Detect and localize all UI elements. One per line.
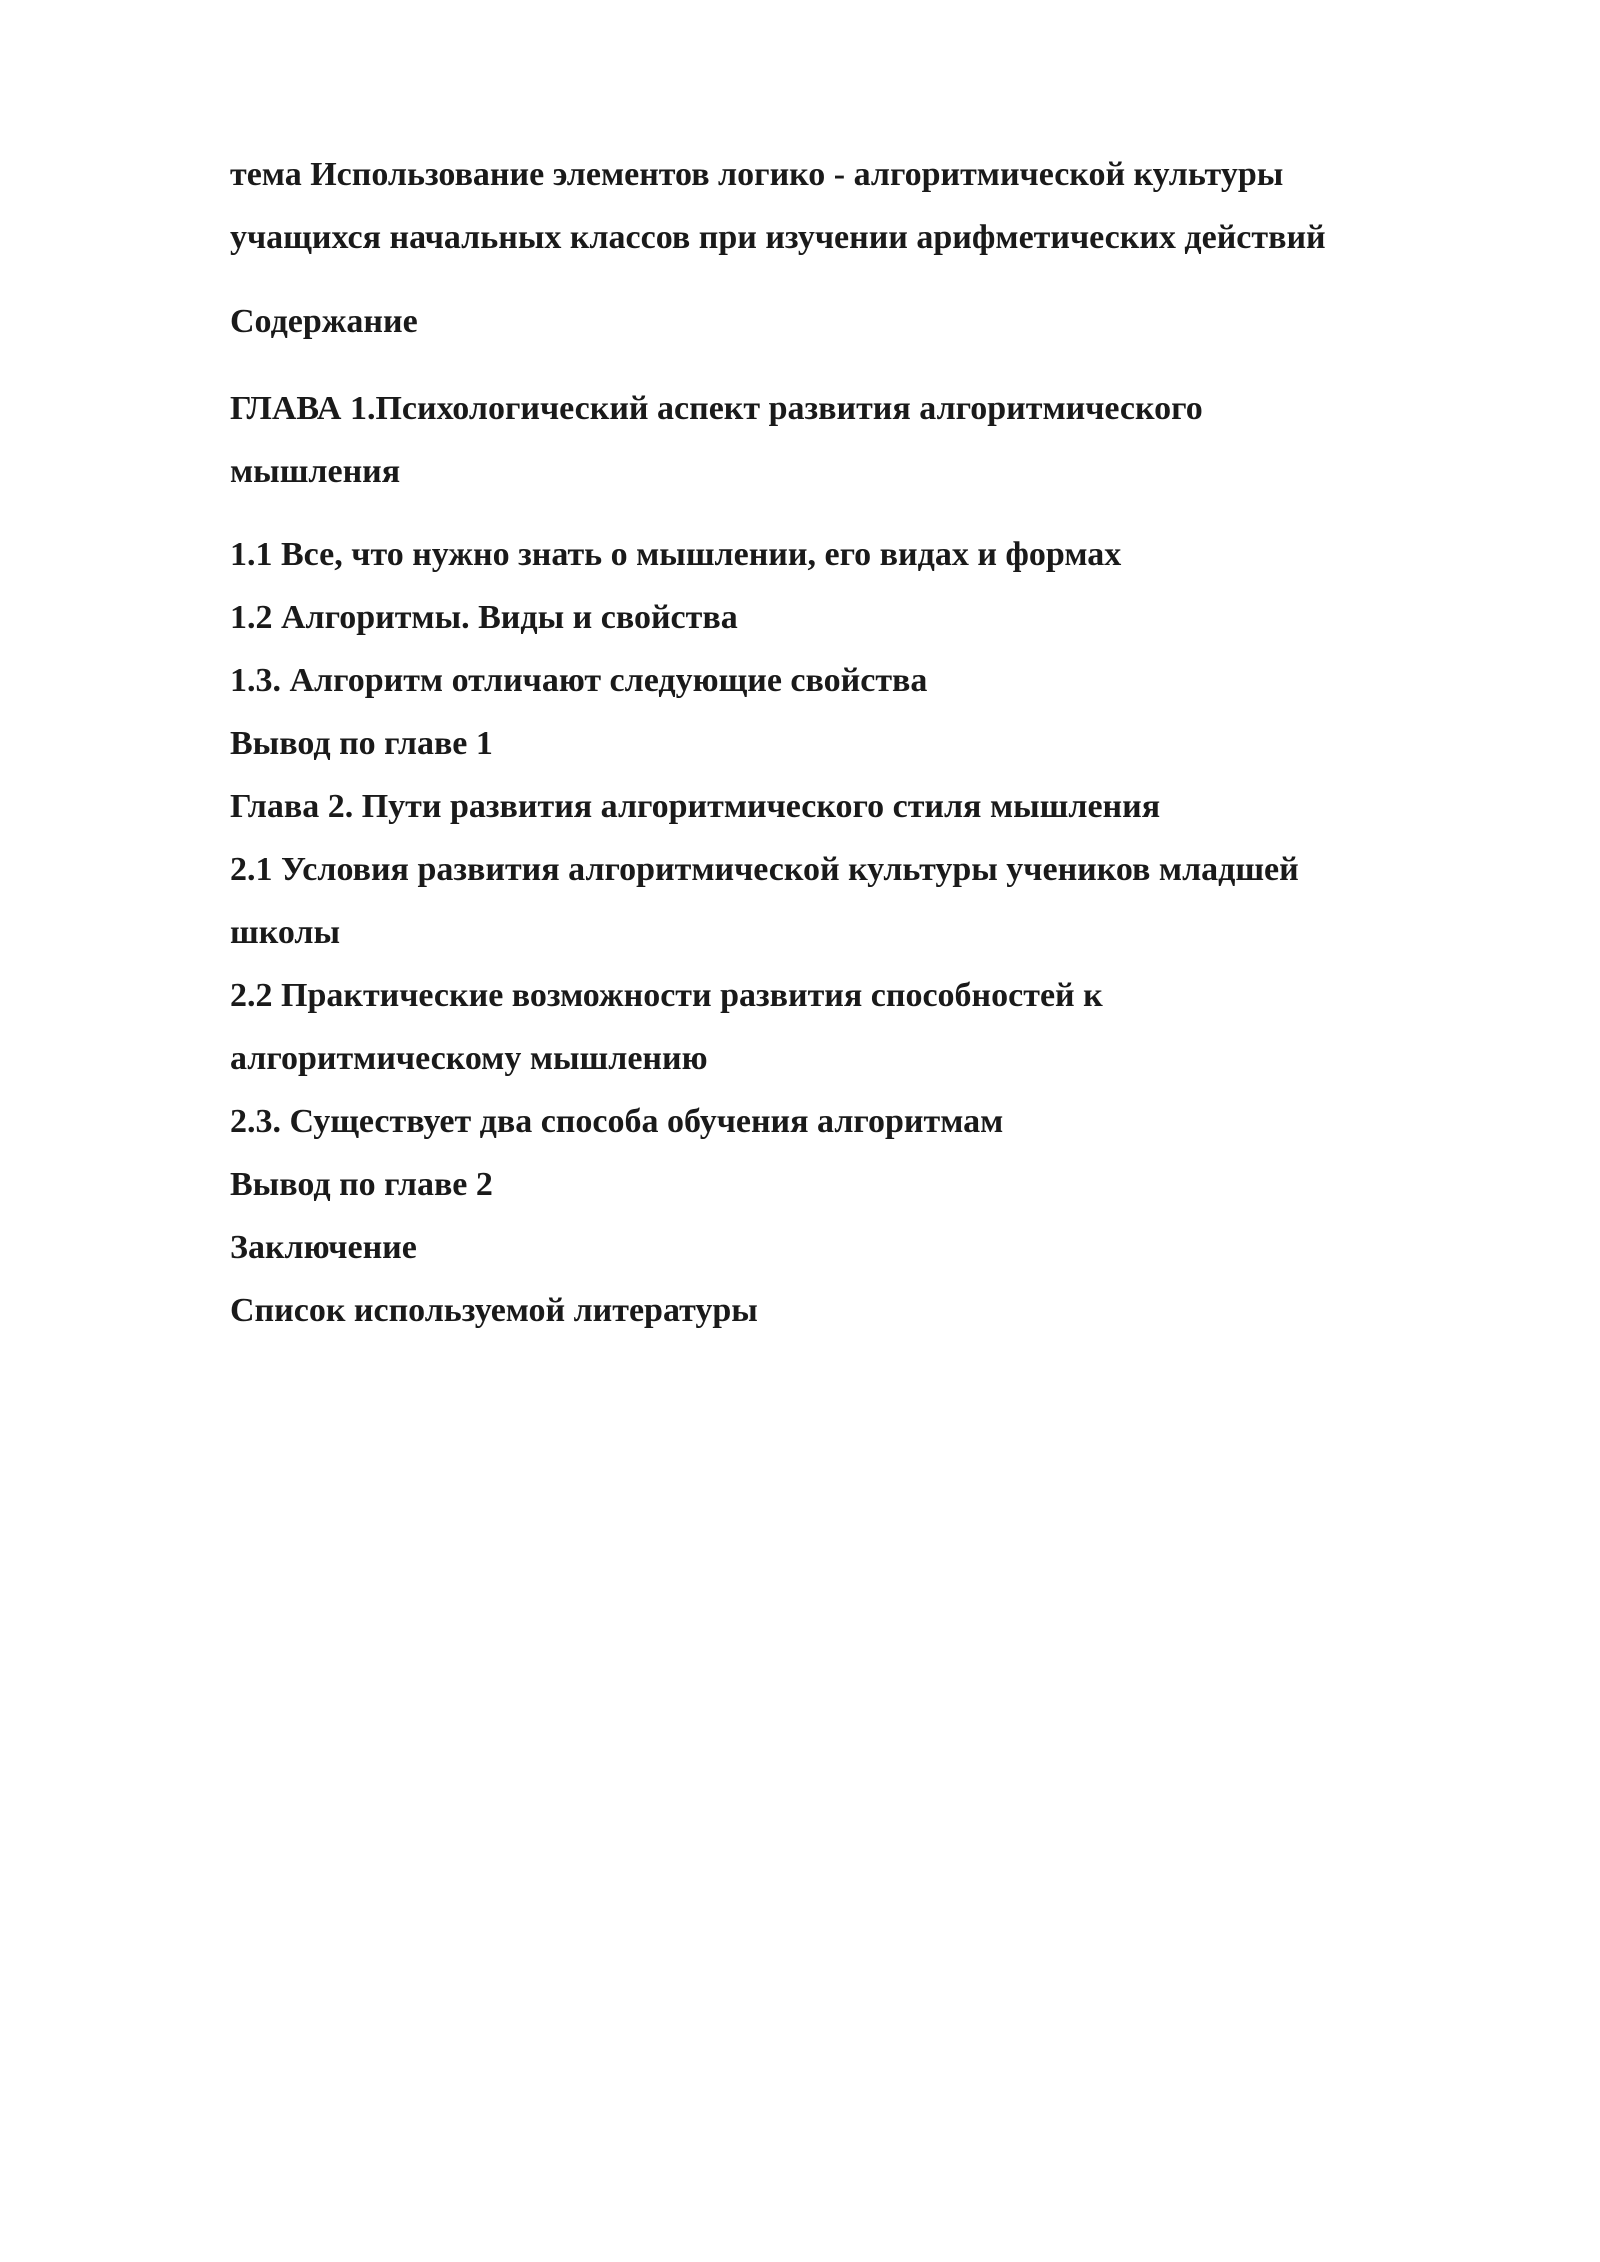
toc-entry: Вывод по главе 1 bbox=[230, 725, 493, 762]
topic-line-1: тема Использование элементов логико - алгоритмической культуры bbox=[230, 156, 1284, 193]
toc-entry: 1.3. Алгоритм отличают следующие свойства bbox=[230, 662, 928, 699]
toc-entry: 2.1 Условия развития алгоритмической культуры учеников младшей bbox=[230, 851, 1299, 888]
toc-entry: Глава 2. Пути развития алгоритмического стиля мышления bbox=[230, 788, 1161, 825]
chapter-1-heading-line-1: ГЛАВА 1.Психологический аспект развития алгоритмического bbox=[230, 390, 1203, 427]
toc-entry: школы bbox=[230, 914, 341, 951]
toc-entry: Вывод по главе 2 bbox=[230, 1166, 493, 1203]
toc-entry: 2.3. Существует два способа обучения алгоритмам bbox=[230, 1103, 1004, 1140]
toc-entry: 1.1 Все, что нужно знать о мышлении, его видах и формах bbox=[230, 536, 1122, 573]
toc-entry: 2.2 Практические возможности развития способностей к bbox=[230, 977, 1103, 1014]
chapter-1-heading-line-2: мышления bbox=[230, 453, 401, 490]
chapter-1-heading bbox=[230, 377, 1490, 503]
toc-entry: 1.2 Алгоритмы. Виды и свойства bbox=[230, 599, 738, 636]
topic-line-2: учащихся начальных классов при изучении арифметических действий bbox=[230, 219, 1326, 256]
toc-entry: алгоритмическому мышлению bbox=[230, 1040, 708, 1077]
table-of-contents bbox=[230, 523, 1490, 1342]
toc-entry: Список используемой литературы bbox=[230, 1292, 758, 1329]
contents-heading-text: Содержание bbox=[230, 303, 418, 340]
document-topic bbox=[230, 143, 1490, 269]
contents-heading bbox=[230, 290, 1490, 353]
toc-entry: Заключение bbox=[230, 1229, 417, 1266]
